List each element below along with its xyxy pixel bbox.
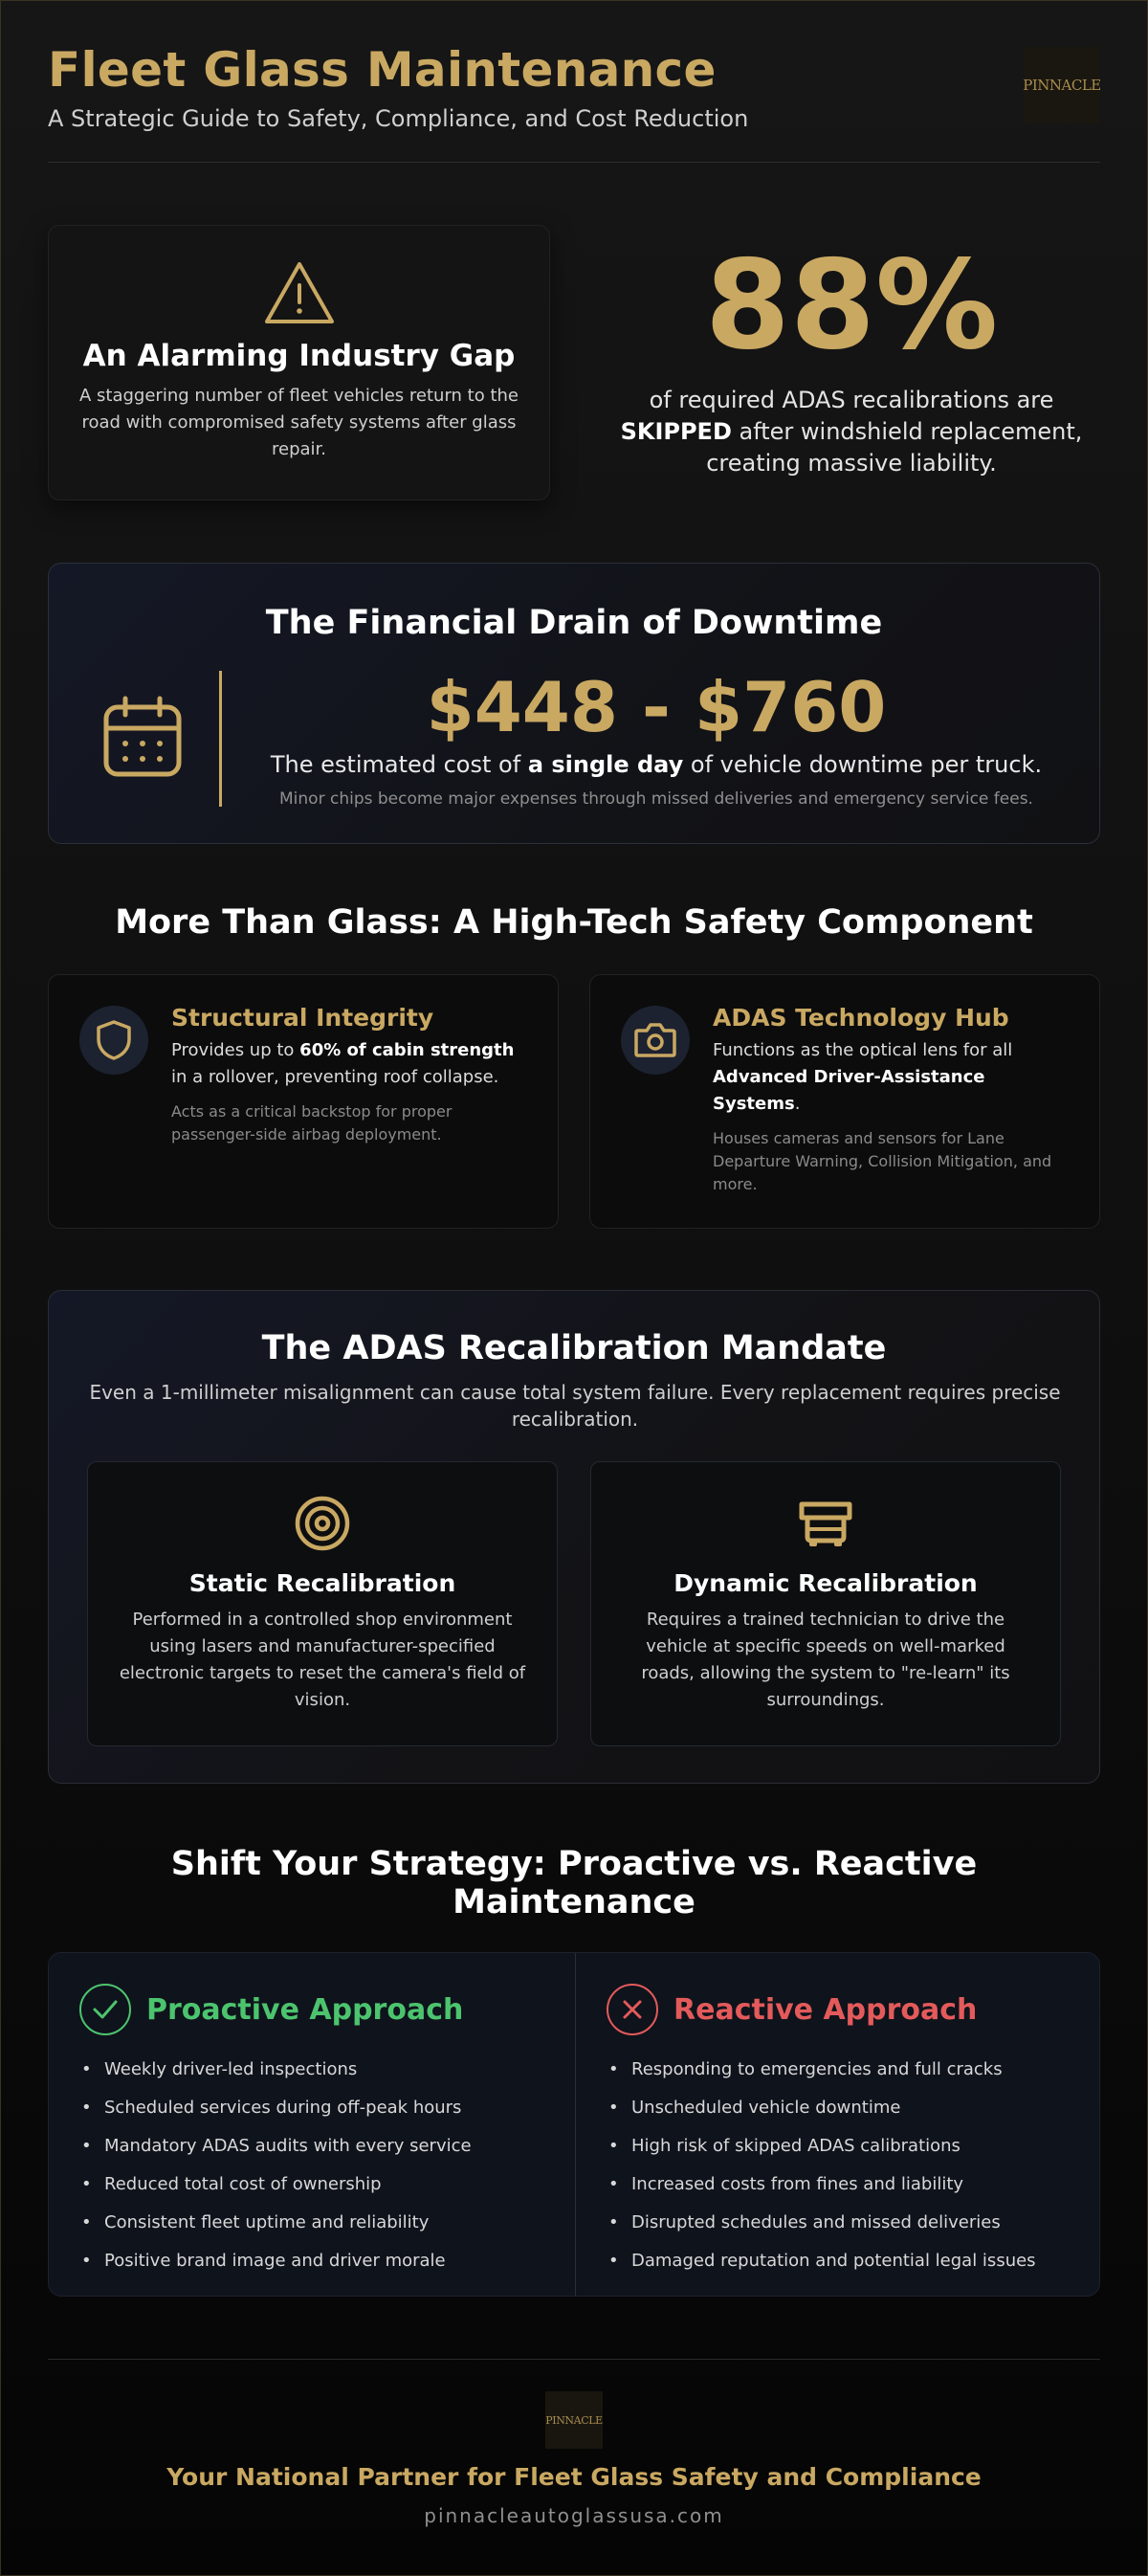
footer-tagline: Your National Partner for Fleet Glass Safety and Compliance xyxy=(166,2463,982,2491)
list-item: • Scheduled services during off-peak hours xyxy=(79,2089,472,2127)
calendar-icon xyxy=(102,696,183,782)
proactive-column xyxy=(49,1953,575,2297)
reactive-list xyxy=(607,2051,1036,2280)
feature-text-bold: 60% of cabin strength xyxy=(299,1040,515,1060)
high-tech-title: More Than Glass: A High-Tech Safety Component xyxy=(115,903,1033,942)
adas-subtitle: Even a 1-millimeter misalignment can cause total system failure. Every replacement requires precise recalibration. xyxy=(89,1381,1061,1431)
footer-logo[interactable] xyxy=(545,2391,603,2449)
recal-text: Requires a trained technician to drive the vehicle at specific speeds on well-marked roads, allowing the system to "re-learn" its surroundings. xyxy=(641,1610,1010,1710)
financial-desc-after: of vehicle downtime per truck. xyxy=(690,751,1043,778)
stat-value: 88% xyxy=(704,234,999,377)
financial-divider xyxy=(219,671,222,807)
industry-gap-card xyxy=(48,225,550,500)
list-item: • Positive brand image and driver morale xyxy=(79,2242,472,2280)
feature-title: ADAS Technology Hub xyxy=(713,1004,1009,1032)
feature-text-after: in a rollover, preventing roof collapse. xyxy=(171,1067,499,1087)
feature-text-bold: Advanced Driver-Assistance Systems xyxy=(713,1067,985,1114)
feature-text-after: . xyxy=(794,1094,801,1114)
list-item: • Increased costs from fines and liability xyxy=(607,2165,1036,2204)
x-circle-icon xyxy=(607,1984,658,2035)
footer-url-link[interactable]: pinnacleautoglassusa.com xyxy=(424,2504,724,2527)
financial-description xyxy=(235,751,1077,778)
gap-text: A staggering number of fleet vehicles return to the road with compromised safety systems after glass repair. xyxy=(79,386,519,459)
list-item: • High risk of skipped ADAS calibrations xyxy=(607,2127,1036,2165)
target-icon xyxy=(294,1495,351,1552)
static-recalibration-card xyxy=(87,1461,558,1746)
proactive-header xyxy=(79,1984,463,2035)
page-subtitle: A Strategic Guide to Safety, Compliance, and Cost Reduction xyxy=(48,105,749,132)
list-item: • Mandatory ADAS audits with every service xyxy=(79,2127,472,2165)
adas-hub-card xyxy=(589,974,1100,1229)
gap-title: An Alarming Industry Gap xyxy=(82,339,516,373)
stat-emphasis: SKIPPED xyxy=(620,418,732,445)
feature-body xyxy=(171,1004,535,1146)
stat-text-after: after windshield replacement, creating massive liability. xyxy=(706,418,1083,477)
financial-title: The Financial Drain of Downtime xyxy=(265,604,883,642)
list-item: • Damaged reputation and potential legal issues xyxy=(607,2242,1036,2280)
warning-icon xyxy=(263,260,336,325)
downtime-cost-range: $448 - $760 xyxy=(426,667,887,747)
feature-note: Houses cameras and sensors for Lane Departure Warning, Collision Mitigation, and more. xyxy=(713,1129,1052,1193)
financial-desc-bold: a single day xyxy=(527,751,684,778)
list-item: • Unscheduled vehicle downtime xyxy=(607,2089,1036,2127)
financial-drain-card xyxy=(48,563,1100,844)
financial-note: Minor chips become major expenses through missed deliveries and emergency service fees. xyxy=(279,789,1033,809)
list-item: • Responding to emergencies and full cracks xyxy=(607,2051,1036,2089)
logo-text: PINNACLE xyxy=(1023,77,1101,94)
feature-text xyxy=(171,1037,535,1091)
feature-body xyxy=(713,1004,1076,1196)
footer-logo-text: PINNACLE xyxy=(545,2413,603,2427)
shield-icon xyxy=(79,1006,148,1075)
list-item: • Consistent fleet uptime and reliability xyxy=(79,2204,472,2242)
structural-integrity-card xyxy=(48,974,559,1229)
car-front-icon xyxy=(796,1495,855,1552)
brand-logo[interactable] xyxy=(1024,47,1100,123)
camera-icon xyxy=(621,1006,690,1075)
financial-body xyxy=(235,667,1077,809)
page-header xyxy=(48,42,1100,163)
adas-mandate-card xyxy=(48,1290,1100,1784)
recal-text: Performed in a controlled shop environment using lasers and manufacturer-specified electronic targets to reset the camera's field of vision. xyxy=(119,1610,526,1710)
dynamic-recalibration-card xyxy=(590,1461,1061,1746)
footer-divider xyxy=(48,2359,1100,2360)
skipped-stat xyxy=(603,234,1100,479)
recal-title: Dynamic Recalibration xyxy=(673,1569,978,1597)
stat-text xyxy=(603,385,1100,479)
strategy-comparison-card xyxy=(48,1952,1100,2297)
recal-title: Static Recalibration xyxy=(188,1569,456,1597)
feature-note: Acts as a critical backstop for proper passenger-side airbag deployment. xyxy=(171,1102,453,1144)
list-item: • Disrupted schedules and missed deliveries xyxy=(607,2204,1036,2242)
page-title: Fleet Glass Maintenance xyxy=(48,42,717,98)
list-item: • Reduced total cost of ownership xyxy=(79,2165,472,2204)
strategy-title: Shift Your Strategy: Proactive vs. Reactive Maintenance xyxy=(170,1845,978,1921)
check-circle-icon xyxy=(79,1984,131,2035)
feature-text xyxy=(713,1037,1076,1118)
financial-desc-before: The estimated cost of xyxy=(270,751,521,778)
feature-text-before: Provides up to xyxy=(171,1040,295,1060)
adas-title: The ADAS Recalibration Mandate xyxy=(261,1329,887,1367)
feature-title: Structural Integrity xyxy=(171,1004,434,1032)
list-item: • Weekly driver-led inspections xyxy=(79,2051,472,2089)
reactive-column xyxy=(575,1953,1100,2297)
feature-text-before: Functions as the optical lens for all xyxy=(713,1040,1013,1060)
proactive-list xyxy=(79,2051,472,2280)
reactive-label: Reactive Approach xyxy=(673,1992,978,2027)
proactive-label: Proactive Approach xyxy=(146,1992,464,2027)
reactive-header xyxy=(607,1984,977,2035)
stat-text-before: of required ADAS recalibrations are xyxy=(649,387,1054,413)
